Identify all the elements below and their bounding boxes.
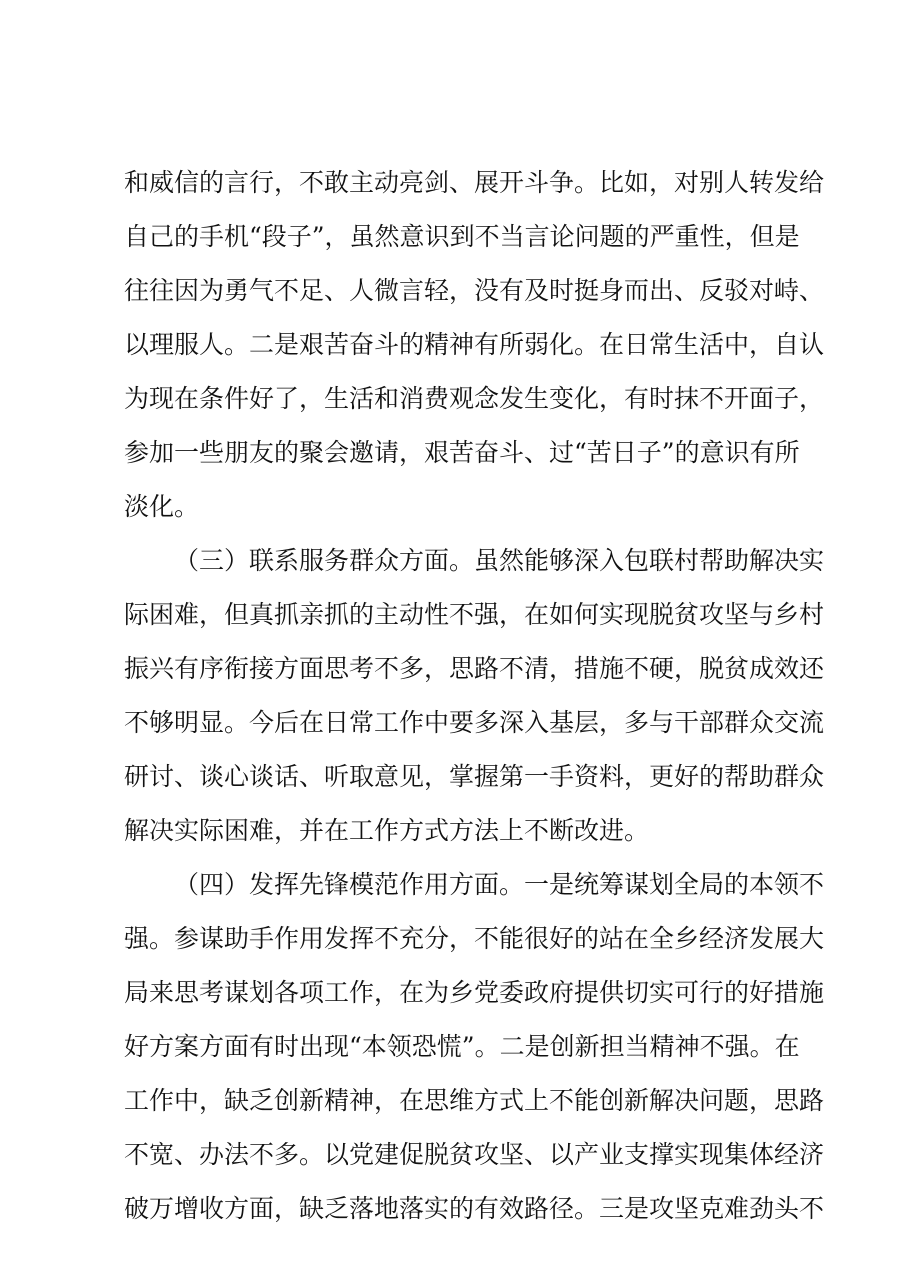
line-text: 好方案方面有时出现“本领恐慌”。二是创新担当精神不强。在: [124, 1032, 800, 1061]
text-line: [0, 642, 909, 696]
line-text: （四）发挥先锋模范作用方面。一是统筹谋划全局的本领不: [174, 870, 825, 899]
line-text: 和威信的言行，不敢主动亮剑、展开斗争。比如，对别人转发给: [124, 168, 825, 197]
paragraph-heading-line: [0, 534, 909, 588]
text-line: [0, 750, 909, 804]
paragraph-heading-line: [0, 858, 909, 912]
text-line: [0, 318, 909, 372]
line-text: 解决实际困难，并在工作方式方法上不断改进。: [124, 816, 650, 845]
text-line: [0, 1074, 909, 1128]
line-text: 为现在条件好了，生活和消费观念发生变化，有时抹不开面子，: [124, 384, 825, 413]
text-line: [0, 696, 909, 750]
line-text: 不够明显。今后在日常工作中要多深入基层，多与干部群众交流: [124, 708, 825, 737]
text-line: [0, 264, 909, 318]
line-text: 以理服人。二是艰苦奋斗的精神有所弱化。在日常生活中，自认: [124, 330, 825, 359]
text-line: [0, 1020, 909, 1074]
line-text: 强。参谋助手作用发挥不充分，不能很好的站在全乡经济发展大: [124, 924, 825, 953]
line-text: 破万增收方面，缺乏落地落实的有效路径。三是攻坚克难劲头不: [124, 1194, 825, 1223]
text-line: [0, 912, 909, 966]
text-line: [0, 1182, 909, 1236]
text-line: [0, 210, 909, 264]
line-text: 研讨、谈心谈话、听取意见，掌握第一手资料，更好的帮助群众: [124, 762, 825, 791]
text-line: [0, 966, 909, 1020]
line-text: 际困难，但真抓亲抓的主动性不强，在如何实现脱贫攻坚与乡村: [124, 600, 825, 629]
line-text: 局来思考谋划各项工作，在为乡党委政府提供切实可行的好措施: [124, 978, 825, 1007]
line-text: 振兴有序衔接方面思考不多，思路不清，措施不硬，脱贫成效还: [124, 654, 825, 683]
text-line: [0, 480, 909, 534]
text-line: [0, 588, 909, 642]
text-line: [0, 372, 909, 426]
line-text: 往往因为勇气不足、人微言轻，没有及时挺身而出、反驳对峙、: [124, 276, 825, 305]
line-text: 不宽、办法不多。以党建促脱贫攻坚、以产业支撑实现集体经济: [124, 1140, 825, 1169]
line-text: 淡化。: [124, 492, 200, 521]
text-line: [0, 804, 909, 858]
line-text: 参加一些朋友的聚会邀请，艰苦奋斗、过“苦日子”的意识有所: [124, 438, 800, 467]
line-text: 自己的手机“段子”，虽然意识到不当言论问题的严重性，但是: [124, 222, 800, 251]
text-line: [0, 426, 909, 480]
line-text: （三）联系服务群众方面。虽然能够深入包联村帮助解决实: [174, 546, 825, 575]
text-line: [0, 156, 909, 210]
text-line: [0, 1128, 909, 1182]
line-text: 工作中，缺乏创新精神，在思维方式上不能创新解决问题，思路: [124, 1086, 825, 1115]
